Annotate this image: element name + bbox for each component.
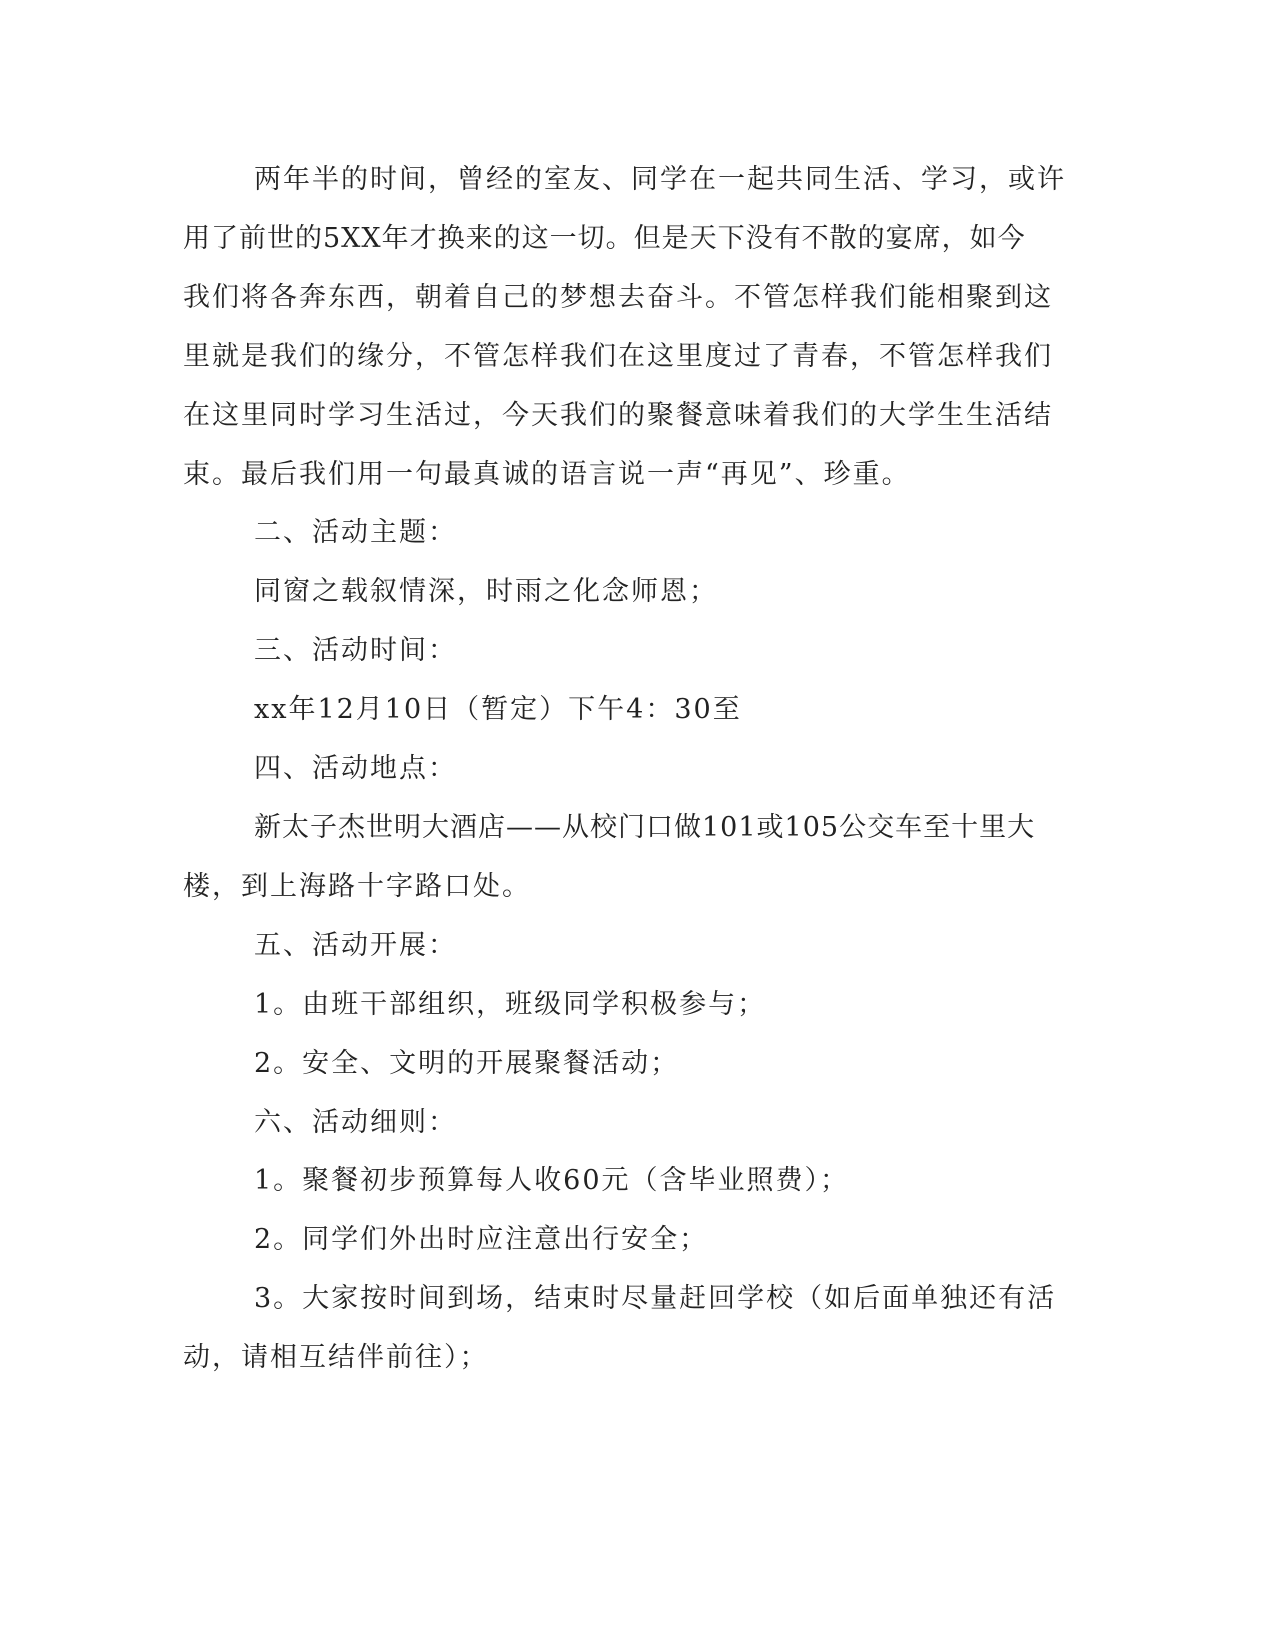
intro-paragraph-line-6: 束。最后我们用一句最真诚的语言说一声“再见”、珍重。 [183, 458, 911, 490]
intro-paragraph-line-4: 里就是我们的缘分，不管怎样我们在这里度过了青春，不管怎样我们 [183, 340, 1053, 372]
conduct-item-2: 2。安全、文明的开展聚餐活动； [254, 1047, 680, 1079]
rules-item-2: 2。同学们外出时应注意出行安全； [254, 1224, 709, 1256]
location-text-line-2: 楼，到上海路十字路口处。 [183, 870, 531, 902]
section-heading-theme: 二、活动主题： [254, 517, 457, 549]
rules-item-3-line-2: 动，请相互结伴前往）； [183, 1342, 489, 1374]
section-heading-conduct: 五、活动开展： [254, 929, 457, 961]
section-heading-rules: 六、活动细则： [254, 1106, 457, 1138]
intro-paragraph-line-1: 两年半的时间，曾经的室友、同学在一起共同生活、学习，或许 [254, 164, 1066, 195]
intro-paragraph-line-2: 用了前世的5XX年才换来的这一切。但是天下没有不散的宴席，如今 [183, 222, 1026, 254]
theme-text: 同窗之载叙情深，时雨之化念师恩； [254, 576, 718, 608]
document-body [183, 151, 1066, 1388]
time-text: xx年12月10日（暂定）下午4：30至 [254, 694, 742, 726]
intro-paragraph-line-5: 在这里同时学习生活过，今天我们的聚餐意味着我们的大学生生活结 [183, 399, 1053, 431]
rules-item-1: 1。聚餐初步预算每人收60元（含毕业照费）； [254, 1165, 850, 1197]
rules-item-3-line-1: 3。大家按时间到场，结束时尽量赶回学校（如后面单独还有活 [254, 1283, 1057, 1315]
conduct-item-1: 1。由班干部组织，班级同学积极参与； [254, 988, 767, 1020]
location-text-line-1: 新太子杰世明大酒店——从校门口做101或105公交车至十里大 [254, 811, 1036, 843]
intro-paragraph-line-3: 我们将各奔东西，朝着自己的梦想去奋斗。不管怎样我们能相聚到这 [183, 281, 1053, 313]
section-heading-time: 三、活动时间： [254, 635, 457, 667]
section-heading-location: 四、活动地点： [254, 753, 457, 785]
